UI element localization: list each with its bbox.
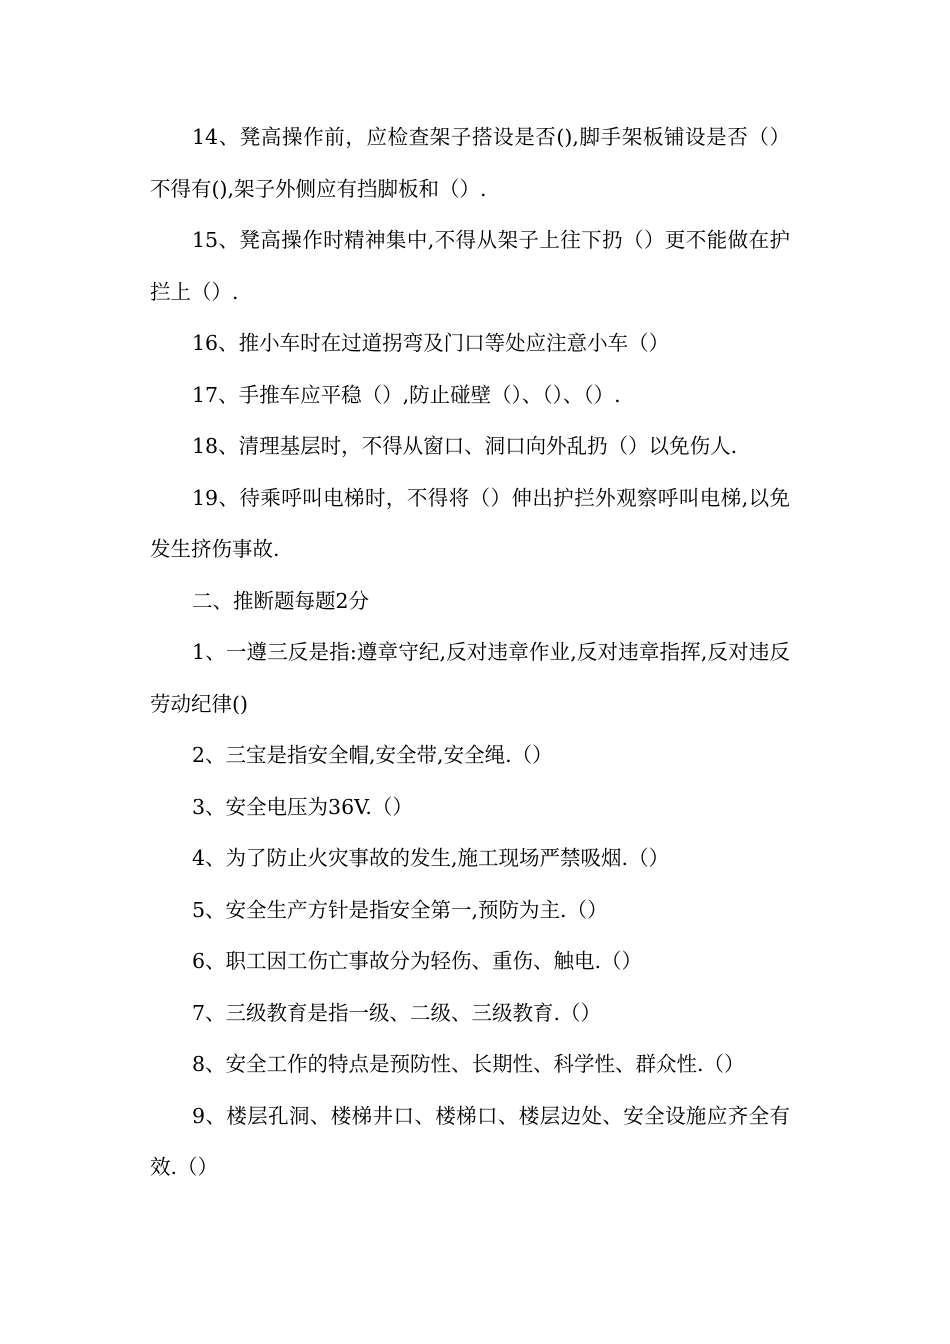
judgment-8: 8、安全工作的特点是预防性、长期性、科学性、群众性.（） — [192, 1052, 745, 1076]
judgment-9: 9、楼层孔洞、楼梯井口、楼梯口、楼层边处、安全设施应齐全有效.（） — [150, 1103, 790, 1179]
question-17: 17、手推车应平稳（）,防止碰壁（）、（）、（）. — [192, 382, 621, 407]
judgment-1: 1、一遵三反是指:遵章守纪,反对违章作业,反对违章指挥,反对违反劳动纪律() — [150, 640, 790, 716]
question-18: 18、清理基层时，不得从窗口、洞口向外乱扔（）以免伤人. — [192, 434, 738, 458]
judgment-6: 6、职工因工伤亡事故分为轻伤、重伤、触电.（） — [192, 949, 643, 973]
question-19: 19、待乘呼叫电梯时，不得将（）伸出护拦外观察呼叫电梯,以免发生挤伤事故. — [150, 485, 790, 561]
judgment-7: 7、三级教育是指一级、二级、三级教育.（） — [192, 1000, 602, 1025]
section-heading: 二、推断题每题2分 — [192, 588, 370, 613]
judgment-5: 5、安全生产方针是指安全第一,预防为主.（） — [192, 897, 608, 922]
document-page — [150, 112, 790, 1194]
question-14: 14、凳高操作前，应检查架子搭设是否(),脚手架板铺设是否（）不得有(),架子外侧应有挡脚板和（）. — [150, 125, 790, 201]
question-15: 15、凳高操作时精神集中,不得从架子上往下扔（）更不能做在护拦上（）. — [150, 228, 790, 304]
question-16: 16、推小车时在过道拐弯及门口等处应注意小车（） — [192, 331, 670, 355]
judgment-4: 4、为了防止火灾事故的发生,施工现场严禁吸烟.（） — [192, 846, 670, 870]
judgment-3: 3、安全电压为36V.（） — [192, 794, 413, 819]
judgment-2: 2、三宝是指安全帽,安全带,安全绳.（） — [192, 743, 553, 767]
